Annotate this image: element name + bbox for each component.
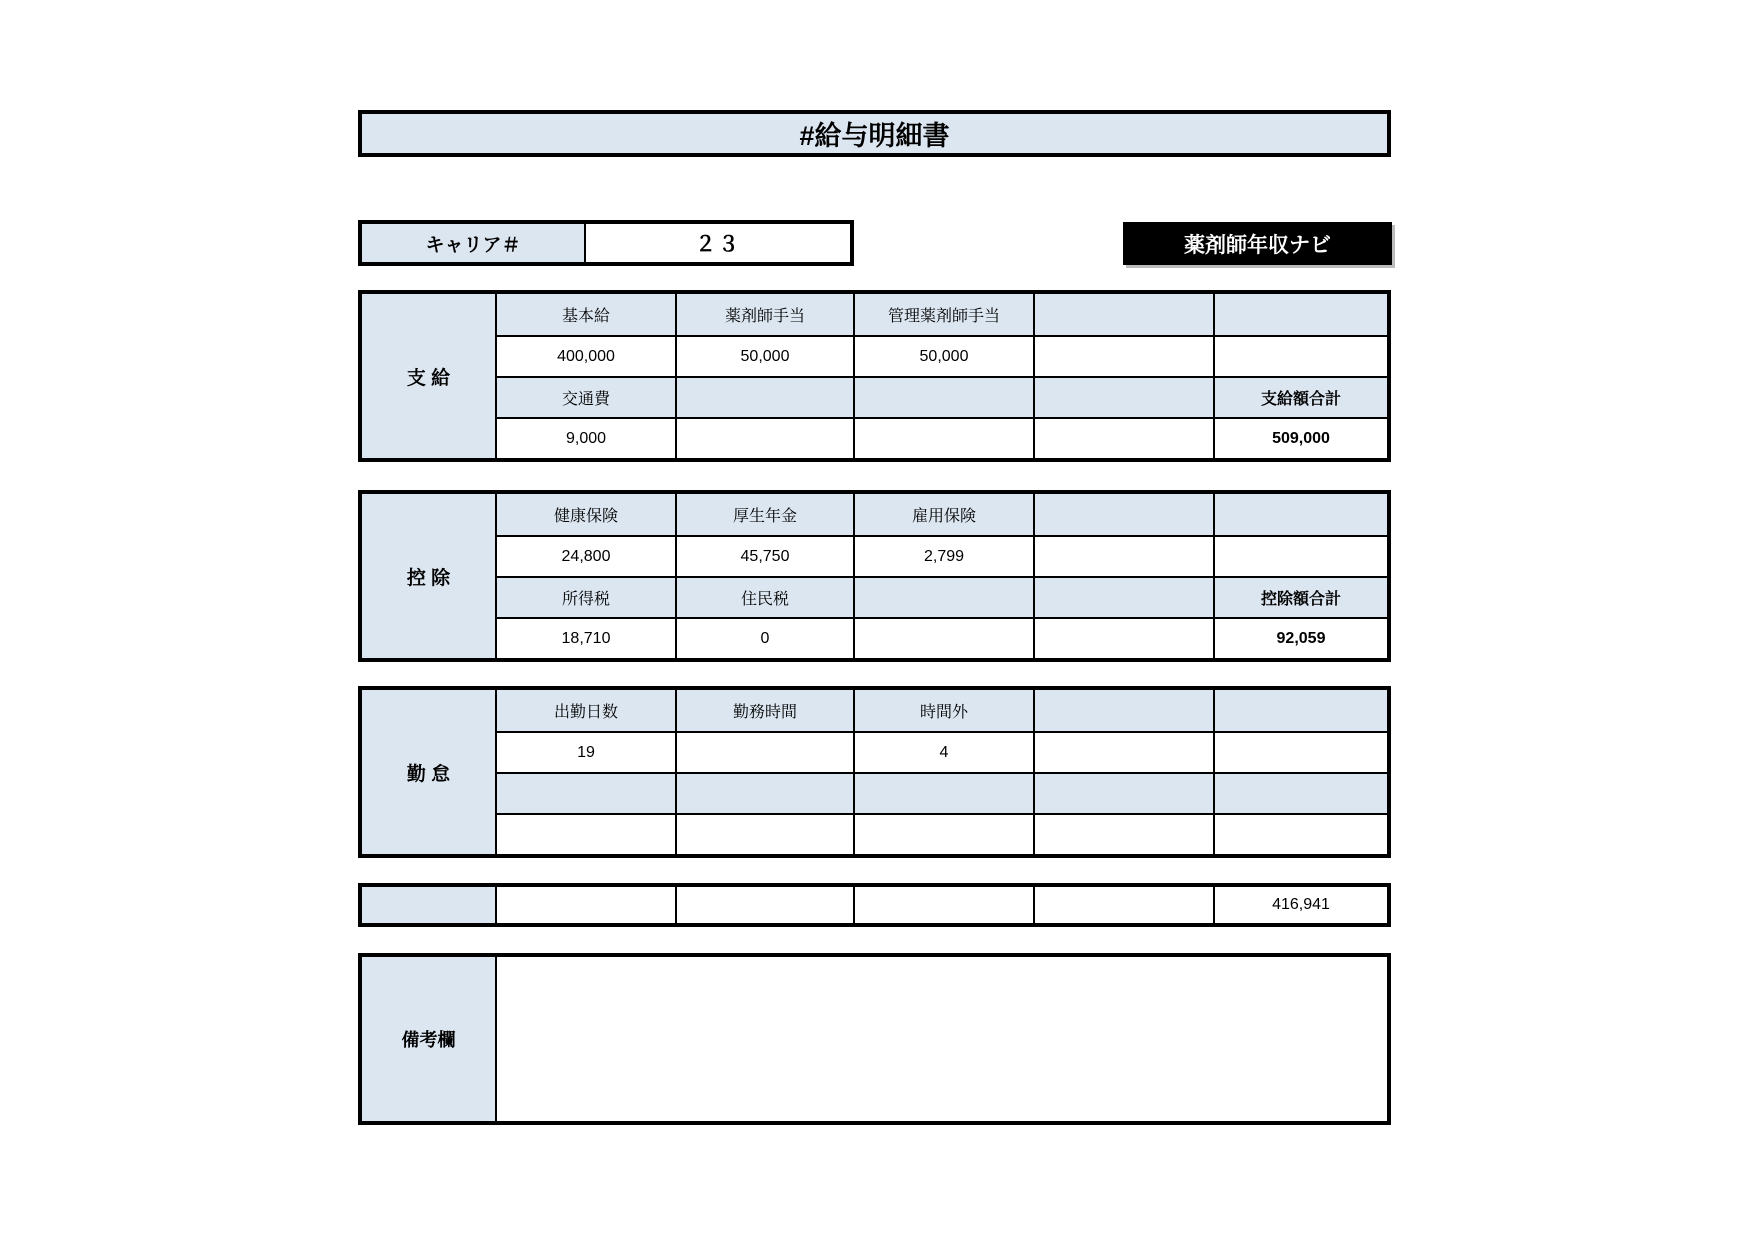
- payment-r4c4: [1033, 417, 1213, 458]
- deduction-r4c1: 18,710: [495, 617, 675, 658]
- deduction-r1c5: [1213, 494, 1387, 535]
- payment-r4c2: [675, 417, 853, 458]
- attendance-r4c4: [1033, 813, 1213, 854]
- career-number-box: [358, 220, 854, 266]
- deduction-r3c3: [853, 576, 1033, 617]
- remarks-label-cell: 備考欄: [362, 957, 495, 1121]
- attendance-r1c2: 勤務時間: [675, 690, 853, 731]
- deduction-table: [358, 490, 1391, 662]
- attendance-r1c5: [1213, 690, 1387, 731]
- payment-r3c3: [853, 376, 1033, 417]
- payment-r2c5: [1213, 335, 1387, 376]
- attendance-r4c1: [495, 813, 675, 854]
- payment-r2c4: [1033, 335, 1213, 376]
- attendance-r2c4: [1033, 731, 1213, 772]
- attendance-r2c1: 19: [495, 731, 675, 772]
- deduction-r4c3: [853, 617, 1033, 658]
- deduction-total-value: 92,059: [1213, 617, 1387, 658]
- deduction-total-label: 控除額合計: [1213, 576, 1387, 617]
- attendance-r3c5: [1213, 772, 1387, 813]
- payment-r3c1: 交通費: [495, 376, 675, 417]
- payment-r2c3: 50,000: [853, 335, 1033, 376]
- remarks-content: [495, 957, 1387, 1121]
- attendance-r4c5: [1213, 813, 1387, 854]
- attendance-r2c5: [1213, 731, 1387, 772]
- payment-r3c4: [1033, 376, 1213, 417]
- deduction-r2c2: 45,750: [675, 535, 853, 576]
- payslip-sheet: [358, 0, 1392, 1242]
- net-pay-value: 416,941: [1213, 887, 1387, 923]
- attendance-r3c2: [675, 772, 853, 813]
- page-title-text: #給与明細書: [799, 121, 950, 151]
- deduction-r3c1: 所得税: [495, 576, 675, 617]
- deduction-r3c2: 住民税: [675, 576, 853, 617]
- deduction-r2c1: 24,800: [495, 535, 675, 576]
- payment-r1c3: 管理薬剤師手当: [853, 294, 1033, 335]
- attendance-r3c1: [495, 772, 675, 813]
- payment-r1c1: 基本給: [495, 294, 675, 335]
- remarks-box: [358, 953, 1391, 1125]
- deduction-r4c4: [1033, 617, 1213, 658]
- payment-section-label: 支 給: [362, 294, 495, 458]
- payment-r4c1: 9,000: [495, 417, 675, 458]
- payment-r2c2: 50,000: [675, 335, 853, 376]
- deduction-r1c1: 健康保険: [495, 494, 675, 535]
- deduction-r1c2: 厚生年金: [675, 494, 853, 535]
- brand-badge-text: 薬剤師年収ナビ: [1184, 233, 1331, 257]
- payment-r1c2: 薬剤師手当: [675, 294, 853, 335]
- deduction-r2c5: [1213, 535, 1387, 576]
- attendance-section-label: 勤 怠: [362, 690, 495, 854]
- deduction-r2c3: 2,799: [853, 535, 1033, 576]
- payment-r3c2: [675, 376, 853, 417]
- deduction-r1c4: [1033, 494, 1213, 535]
- net-pay-c4: [1033, 887, 1213, 923]
- attendance-r4c2: [675, 813, 853, 854]
- attendance-r1c1: 出勤日数: [495, 690, 675, 731]
- net-pay-c3: [853, 887, 1033, 923]
- attendance-r1c4: [1033, 690, 1213, 731]
- attendance-r2c3: 4: [853, 731, 1033, 772]
- attendance-table: [358, 686, 1391, 858]
- attendance-r3c3: [853, 772, 1033, 813]
- net-pay-c2: [675, 887, 853, 923]
- payment-r1c4: [1033, 294, 1213, 335]
- career-value-cell: ２３: [584, 224, 850, 262]
- attendance-r2c2: [675, 731, 853, 772]
- net-pay-c1: [495, 887, 675, 923]
- attendance-r4c3: [853, 813, 1033, 854]
- payment-total-label: 支給額合計: [1213, 376, 1387, 417]
- deduction-r4c2: 0: [675, 617, 853, 658]
- net-pay-label-cell: [362, 887, 495, 923]
- brand-badge: [1123, 222, 1392, 265]
- deduction-section-label: 控 除: [362, 494, 495, 658]
- payment-table: [358, 290, 1391, 462]
- deduction-r1c3: 雇用保険: [853, 494, 1033, 535]
- net-pay-row: [358, 883, 1391, 927]
- attendance-r1c3: 時間外: [853, 690, 1033, 731]
- page-title: [358, 110, 1391, 157]
- attendance-r3c4: [1033, 772, 1213, 813]
- payment-r1c5: [1213, 294, 1387, 335]
- payment-total-value: 509,000: [1213, 417, 1387, 458]
- payment-r2c1: 400,000: [495, 335, 675, 376]
- deduction-r2c4: [1033, 535, 1213, 576]
- deduction-r3c4: [1033, 576, 1213, 617]
- payment-r4c3: [853, 417, 1033, 458]
- career-label-cell: キャリア＃: [362, 224, 584, 262]
